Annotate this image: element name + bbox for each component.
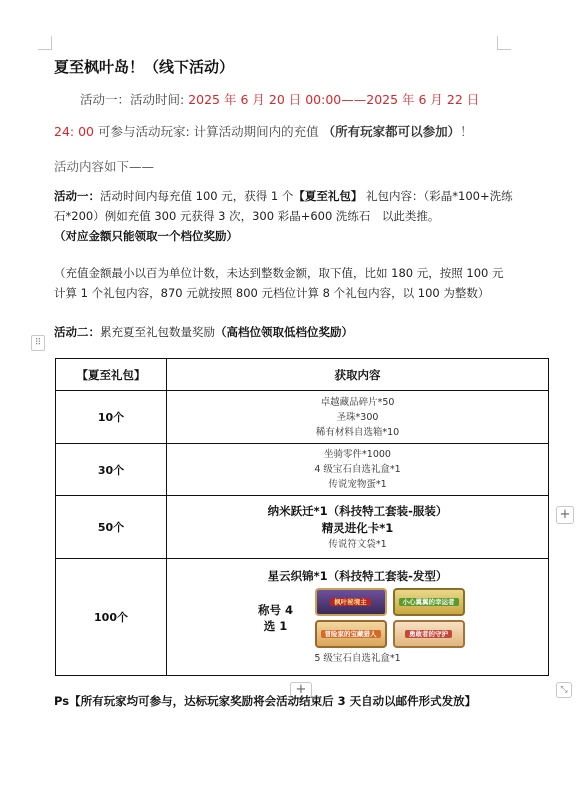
tier-cell: 30个	[56, 444, 167, 496]
reward-item: 卓越藏品碎片*50	[320, 396, 395, 408]
title-badge-image	[393, 588, 465, 616]
reward-item: 坐骑零件*1000	[324, 449, 391, 460]
intro-bang: ！	[460, 124, 473, 139]
ps-footnote: Ps【所有玩家均可参与，达标玩家奖励将会活动结束后 3 天自动以邮件形式发放】	[54, 694, 477, 708]
table-resize-icon[interactable]: ⤡	[556, 682, 572, 698]
reward-item: 5 级宝石自选礼盒*1	[314, 653, 401, 664]
table-drag-handle-icon[interactable]: ⠿	[31, 335, 45, 351]
intro-line-2	[54, 122, 473, 140]
table-header-row	[56, 359, 549, 391]
title-badge-image	[315, 588, 387, 616]
reward-item: 圣珠*300	[336, 411, 379, 423]
title-choice-row	[167, 588, 548, 648]
reward-cell	[167, 444, 549, 496]
document-body	[54, 56, 554, 339]
table-header-tier: 【夏至礼包】	[56, 359, 167, 391]
activity1-rule: （对应金额只能领取一个档位奖励）	[54, 229, 238, 243]
activity1-text-b: 礼包内容：（彩晶*100+洗练石*200）例如充值 300 元获得 3 次，300 彩晶+600 洗练石 以此类推。	[54, 189, 513, 223]
page-corner-top-right	[497, 36, 511, 50]
reward-cell	[167, 496, 549, 559]
intro-all-players: （所有玩家都可以参加）	[322, 124, 461, 139]
tier-cell: 100个	[56, 559, 167, 676]
amount-note: （充值金额最小以百为单位计数，未达到整数金额，取下值，比如 180 元，按照 100 元计算 1 个礼包内容，870 元就按照 800 元档位计算 8 个礼包内容，以 100 为整数）	[54, 266, 504, 300]
reward-item: 传说宠物蛋*1	[328, 479, 387, 490]
intro-time-range-b: 24: 00	[54, 124, 94, 139]
activity2-label: 活动二：	[54, 325, 100, 339]
title-badge-text: 冒险家的宝藏猎人	[321, 630, 381, 638]
reward-cell	[167, 559, 549, 676]
rewards-table	[55, 358, 549, 676]
title-badge-grid	[315, 588, 465, 648]
table-row	[56, 496, 549, 559]
reward-item: 4 级宝石自选礼盒*1	[314, 464, 401, 475]
title-badge-text: 枫叶秘境主	[330, 598, 371, 606]
tier-cell: 10个	[56, 391, 167, 444]
title-badge-text: 勇敢者的守护	[405, 630, 452, 638]
intro-prefix: 活动一：活动时间:	[80, 92, 185, 107]
activity2-rule: （高档位领取低档位奖励）	[215, 325, 353, 339]
title-badge-image	[315, 620, 387, 648]
content-heading: 活动内容如下——	[54, 159, 155, 174]
add-column-icon[interactable]: +	[556, 506, 574, 524]
activity1-label: 活动一：	[54, 189, 100, 203]
page-corner-top-left	[38, 36, 52, 50]
table-row	[56, 444, 549, 496]
activity2-paragraph	[54, 322, 353, 342]
title-badge-image	[393, 620, 465, 648]
intro-line-1	[80, 90, 479, 108]
table-row	[56, 391, 549, 444]
add-row-icon[interactable]: +	[290, 682, 312, 698]
page-title: 夏至枫叶岛！（线下活动）	[54, 58, 235, 76]
reward-item-bold: 精灵进化卡*1	[321, 520, 394, 535]
activity2-text: 累充夏至礼包数量奖励	[100, 325, 215, 339]
intro-condition: 可参与活动玩家: 计算活动期间内的充值	[97, 124, 319, 139]
table-row	[56, 559, 549, 676]
title-choice-label: 称号 4 选 1	[257, 603, 293, 633]
reward-item: 传说符文袋*1	[328, 538, 387, 550]
activity1-paragraph	[54, 186, 514, 246]
activity1-gift-name: 【夏至礼包】	[293, 189, 363, 203]
activity1-text-a: 活动时间内每充值 100 元，获得 1 个	[100, 189, 294, 203]
tier-cell: 50个	[56, 496, 167, 559]
reward-item: 稀有材料自选箱*10	[315, 426, 400, 438]
reward-item-bold: 纳米跃迁*1（科技特工套装-服装）	[267, 503, 448, 518]
intro-time-range-a: 2025 年 6 月 20 日 00:00——2025 年 6 月 22 日	[188, 92, 480, 107]
reward-item-bold: 星云织锦*1（科技特工套装-发型）	[267, 569, 448, 583]
table-header-content: 获取内容	[167, 359, 549, 391]
reward-cell	[167, 391, 549, 444]
title-badge-text: 小心翼翼的幸运者	[399, 598, 459, 606]
